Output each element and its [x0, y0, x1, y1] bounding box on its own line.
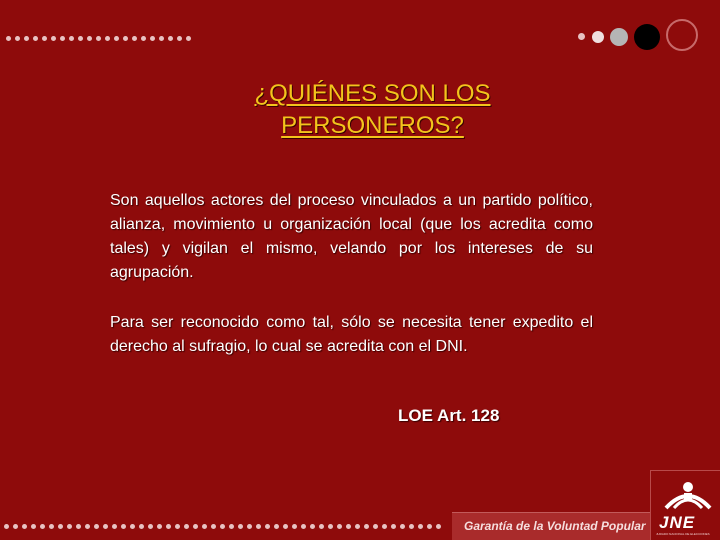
- dot: [6, 36, 11, 41]
- dot: [33, 36, 38, 41]
- dot: [265, 524, 270, 529]
- bottom-dotted-line: [4, 524, 448, 530]
- dot: [94, 524, 99, 529]
- dot: [24, 36, 29, 41]
- dot: [13, 524, 18, 529]
- dot: [427, 524, 432, 529]
- dot: [373, 524, 378, 529]
- dot: [78, 36, 83, 41]
- dot: [159, 36, 164, 41]
- dot: [247, 524, 252, 529]
- dot: [150, 36, 155, 41]
- dot: [355, 524, 360, 529]
- top-dotted-line: [6, 36, 196, 42]
- dot: [42, 36, 47, 41]
- decorative-circle-outline: [666, 19, 698, 51]
- dot: [15, 36, 20, 41]
- dot: [121, 524, 126, 529]
- dot: [220, 524, 225, 529]
- dot: [112, 524, 117, 529]
- dot: [436, 524, 441, 529]
- dot: [22, 524, 27, 529]
- dot: [103, 524, 108, 529]
- dot: [292, 524, 297, 529]
- dot: [58, 524, 63, 529]
- legal-reference: LOE Art. 128: [398, 406, 500, 425]
- dot: [105, 36, 110, 41]
- dot: [175, 524, 180, 529]
- dot: [400, 524, 405, 529]
- decorative-circle-light: [592, 31, 604, 43]
- dot: [310, 524, 315, 529]
- dot: [31, 524, 36, 529]
- dot: [132, 36, 137, 41]
- title-line-1: ¿QUIÉNES SON LOS: [254, 80, 491, 107]
- dot: [85, 524, 90, 529]
- dot: [114, 36, 119, 41]
- dot: [148, 524, 153, 529]
- requirement-paragraph: Para ser reconocido como tal, sólo se necesita tener expedito el derecho al sufragio, lo cual se acredita con el DNI.: [110, 314, 593, 355]
- dot: [283, 524, 288, 529]
- dot: [96, 36, 101, 41]
- dot: [60, 36, 65, 41]
- dot: [168, 36, 173, 41]
- dot: [211, 524, 216, 529]
- title-line-2: PERSONEROS?: [281, 112, 464, 139]
- dot: [139, 524, 144, 529]
- dot: [141, 36, 146, 41]
- decorative-circle-small: [578, 33, 585, 40]
- dot: [166, 524, 171, 529]
- dot: [346, 524, 351, 529]
- dot: [202, 524, 207, 529]
- jne-logo-text: JNE: [659, 513, 696, 532]
- dot: [301, 524, 306, 529]
- dot: [418, 524, 423, 529]
- dot: [391, 524, 396, 529]
- dot: [177, 36, 182, 41]
- dot: [49, 524, 54, 529]
- dot: [87, 36, 92, 41]
- dot: [328, 524, 333, 529]
- dot: [67, 524, 72, 529]
- slide-title: [200, 78, 545, 142]
- dot: [186, 36, 191, 41]
- decorative-circle-black: [634, 24, 660, 50]
- dot: [4, 524, 9, 529]
- dot: [409, 524, 414, 529]
- dot: [69, 36, 74, 41]
- dot: [40, 524, 45, 529]
- dot: [319, 524, 324, 529]
- dot: [51, 36, 56, 41]
- dot: [229, 524, 234, 529]
- dot: [256, 524, 261, 529]
- dot: [123, 36, 128, 41]
- dot: [337, 524, 342, 529]
- definition-paragraph: Son aquellos actores del proceso vinculados a un partido político, alianza, movimiento u organización local (que los acredita como tales) y vigilan el mismo, velando por los intereses de su agrupación.: [110, 192, 593, 281]
- dot: [157, 524, 162, 529]
- footer-slogan: Garantía de la Voluntad Popular: [464, 519, 646, 533]
- dot: [382, 524, 387, 529]
- jne-emblem-icon: [662, 478, 714, 512]
- dot: [193, 524, 198, 529]
- decorative-circle-grey: [610, 28, 628, 46]
- dot: [238, 524, 243, 529]
- dot: [364, 524, 369, 529]
- dot: [130, 524, 135, 529]
- dot: [184, 524, 189, 529]
- dot: [274, 524, 279, 529]
- dot: [76, 524, 81, 529]
- jne-logo-subtext: JURADO NACIONAL DE ELECCIONES: [656, 532, 710, 536]
